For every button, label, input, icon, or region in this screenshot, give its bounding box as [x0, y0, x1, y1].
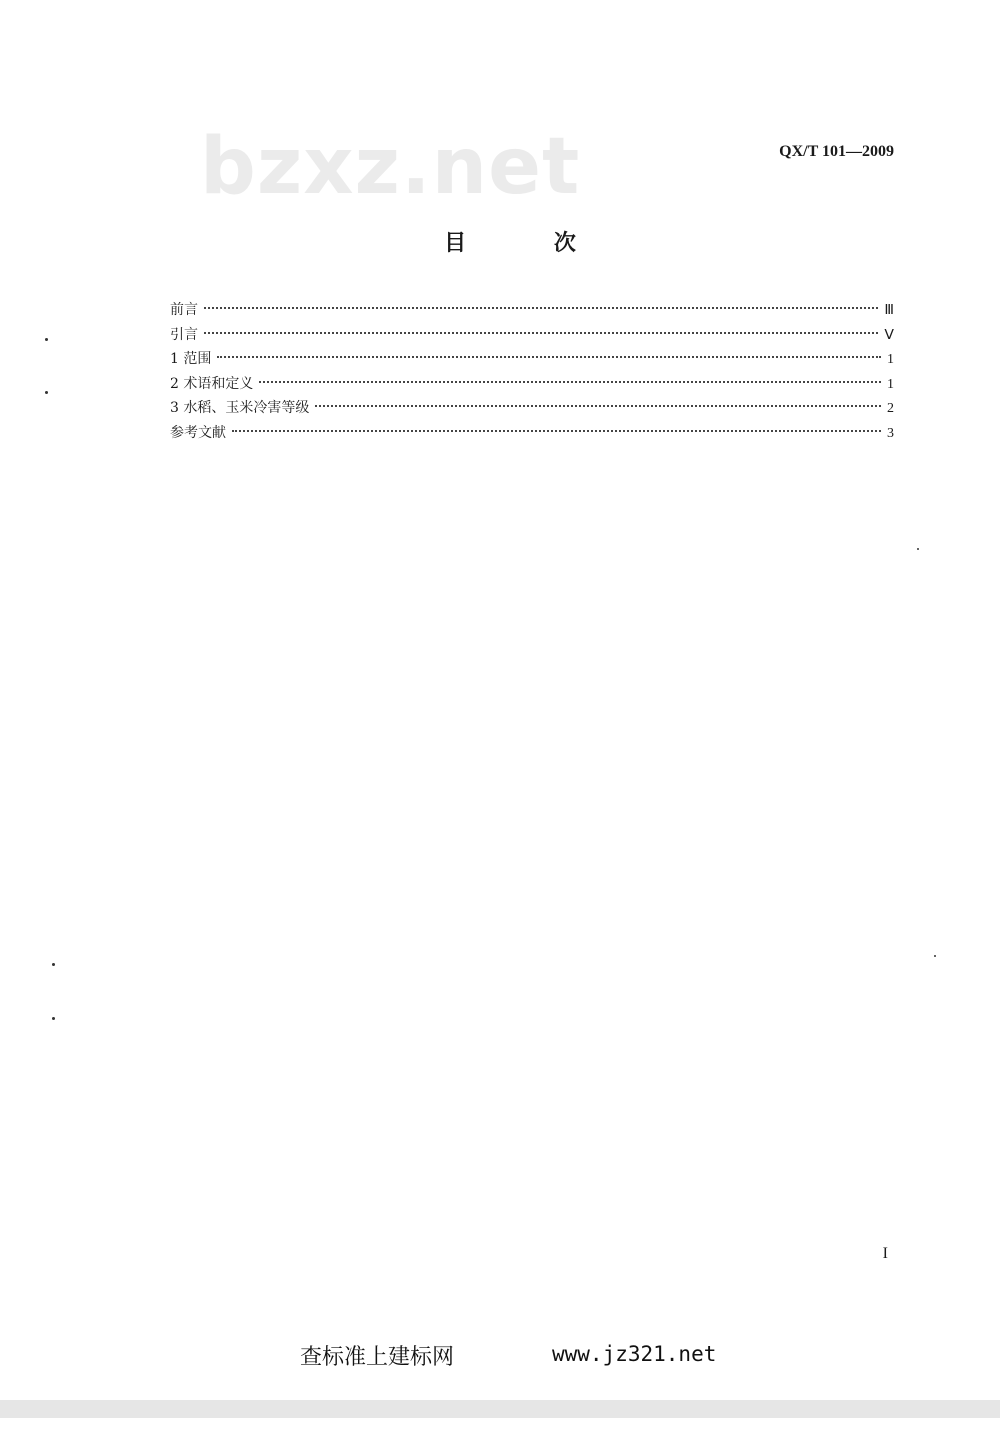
- footer-site-name: 查标准上建标网: [300, 1345, 455, 1370]
- dot-leader: [204, 332, 878, 334]
- dot-leader: [259, 381, 881, 383]
- toc-entry-label: 2 术语和定义: [170, 375, 254, 392]
- toc-entry-grades[interactable]: [170, 396, 894, 421]
- toc-entry-introduction[interactable]: [170, 323, 894, 348]
- dot-leader: [232, 430, 881, 432]
- toc-entry-page: 1: [887, 376, 894, 392]
- scan-speck: [52, 1017, 55, 1020]
- toc-entry-label: 1 范围: [170, 351, 212, 368]
- toc-entry-label: 引言: [170, 326, 198, 343]
- dot-leader: [217, 356, 881, 358]
- scan-speck: [45, 338, 48, 341]
- page-number: I: [882, 1245, 888, 1262]
- table-of-contents: [170, 298, 894, 446]
- toc-entry-page: Ⅴ: [884, 327, 894, 343]
- toc-entry-page: 1: [887, 352, 894, 368]
- toc-entry-label: 3 水稻、玉米冷害等级: [170, 400, 310, 417]
- toc-entry-scope[interactable]: [170, 347, 894, 372]
- scan-speck: [45, 391, 48, 394]
- scan-speck: [917, 548, 919, 550]
- footer-url-link[interactable]: www.jz321.net: [552, 1342, 717, 1366]
- toc-entry-foreword[interactable]: [170, 298, 894, 323]
- watermark: bzxz.net: [200, 122, 581, 212]
- toc-entry-terms[interactable]: [170, 372, 894, 397]
- toc-entry-page: Ⅲ: [884, 303, 894, 318]
- scan-speck: [934, 955, 936, 957]
- toc-title: 目 次: [444, 231, 616, 256]
- toc-entry-page: 3: [887, 425, 894, 441]
- bottom-scrollbar[interactable]: [0, 1400, 1000, 1418]
- dot-leader: [204, 307, 878, 309]
- toc-entry-references[interactable]: [170, 421, 894, 446]
- dot-leader: [315, 405, 881, 407]
- toc-entry-label: 前言: [170, 302, 198, 318]
- toc-entry-label: 参考文献: [170, 424, 226, 441]
- standard-code: QX/T 101—2009: [779, 143, 894, 160]
- scan-speck: [52, 963, 55, 966]
- toc-entry-page: 2: [887, 401, 894, 417]
